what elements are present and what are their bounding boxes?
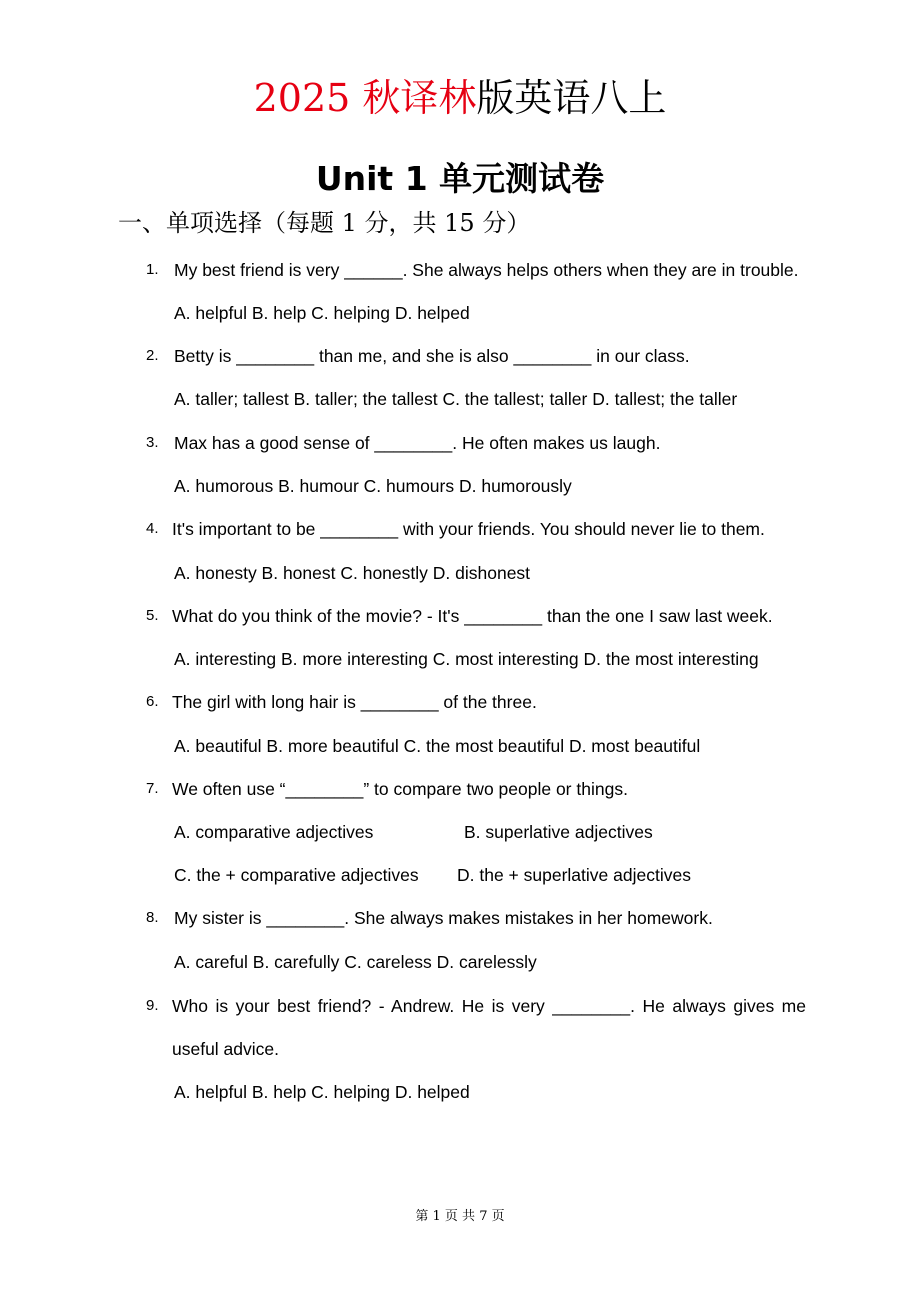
section-heading: 一、单项选择（每题 1 分，共 15 分） <box>118 209 531 237</box>
question-number: 1. <box>146 261 159 278</box>
question-stem: What do you think of the movie? - It's ________ than the one I saw last week. <box>172 606 773 626</box>
question-3-options: A. humorous B. humour C. humours D. humorously <box>174 476 572 496</box>
question-number: 4. <box>146 520 159 537</box>
question-stem: It's important to be ________ with your friends. You should never lie to them. <box>172 519 765 539</box>
question-1-options: A. helpful B. help C. helping D. helped <box>174 303 470 323</box>
question-number: 6. <box>146 693 159 710</box>
question-6-options: A. beautiful B. more beautiful C. the most beautiful D. most beautiful <box>174 736 701 756</box>
question-7-option-a: A. comparative adjectives <box>174 822 374 842</box>
question-7-option-b: B. superlative adjectives <box>464 822 653 842</box>
page-footer: 第 1 页 共 7 页 <box>415 1209 505 1224</box>
question-number: 8. <box>146 909 159 926</box>
question-number: 5. <box>146 607 159 624</box>
question-number: 9. <box>146 997 159 1014</box>
question-stem: My sister is ________. She always makes mistakes in her homework. <box>174 908 713 928</box>
question-stem: Who is your best friend? - Andrew. He is very ________. He always gives me useful advice. <box>172 996 806 1059</box>
title-highlight: 2025 秋译林 <box>253 76 477 120</box>
document-title <box>0 70 920 126</box>
question-number: 2. <box>146 347 159 364</box>
question-8-options: A. careful B. carefully C. careless D. carelessly <box>174 952 537 972</box>
question-9-options: A. helpful B. help C. helping D. helped <box>174 1082 470 1102</box>
question-stem: My best friend is very ______. She always helps others when they are in trouble. <box>174 260 799 280</box>
question-stem: The girl with long hair is ________ of the three. <box>172 692 537 712</box>
question-2-options: A. taller; tallest B. taller; the tallest C. the tallest; taller D. tallest; the taller <box>174 389 738 409</box>
question-number: 7. <box>146 780 159 797</box>
question-stem: We often use “________” to compare two people or things. <box>172 779 628 799</box>
question-7-option-d: D. the + superlative adjectives <box>457 865 691 885</box>
question-4-options: A. honesty B. honest C. honestly D. dishonest <box>174 563 531 583</box>
question-5-options: A. interesting B. more interesting C. most interesting D. the most interesting <box>174 649 759 669</box>
title-rest: 版英语八上 <box>476 76 667 120</box>
question-stem: Max has a good sense of ________. He often makes us laugh. <box>174 433 661 453</box>
document-subtitle: Unit 1 单元测试卷 <box>315 159 605 198</box>
question-stem: Betty is ________ than me, and she is also ________ in our class. <box>174 346 690 366</box>
question-7-option-c: C. the + comparative adjectives <box>174 865 419 885</box>
question-number: 3. <box>146 434 159 451</box>
